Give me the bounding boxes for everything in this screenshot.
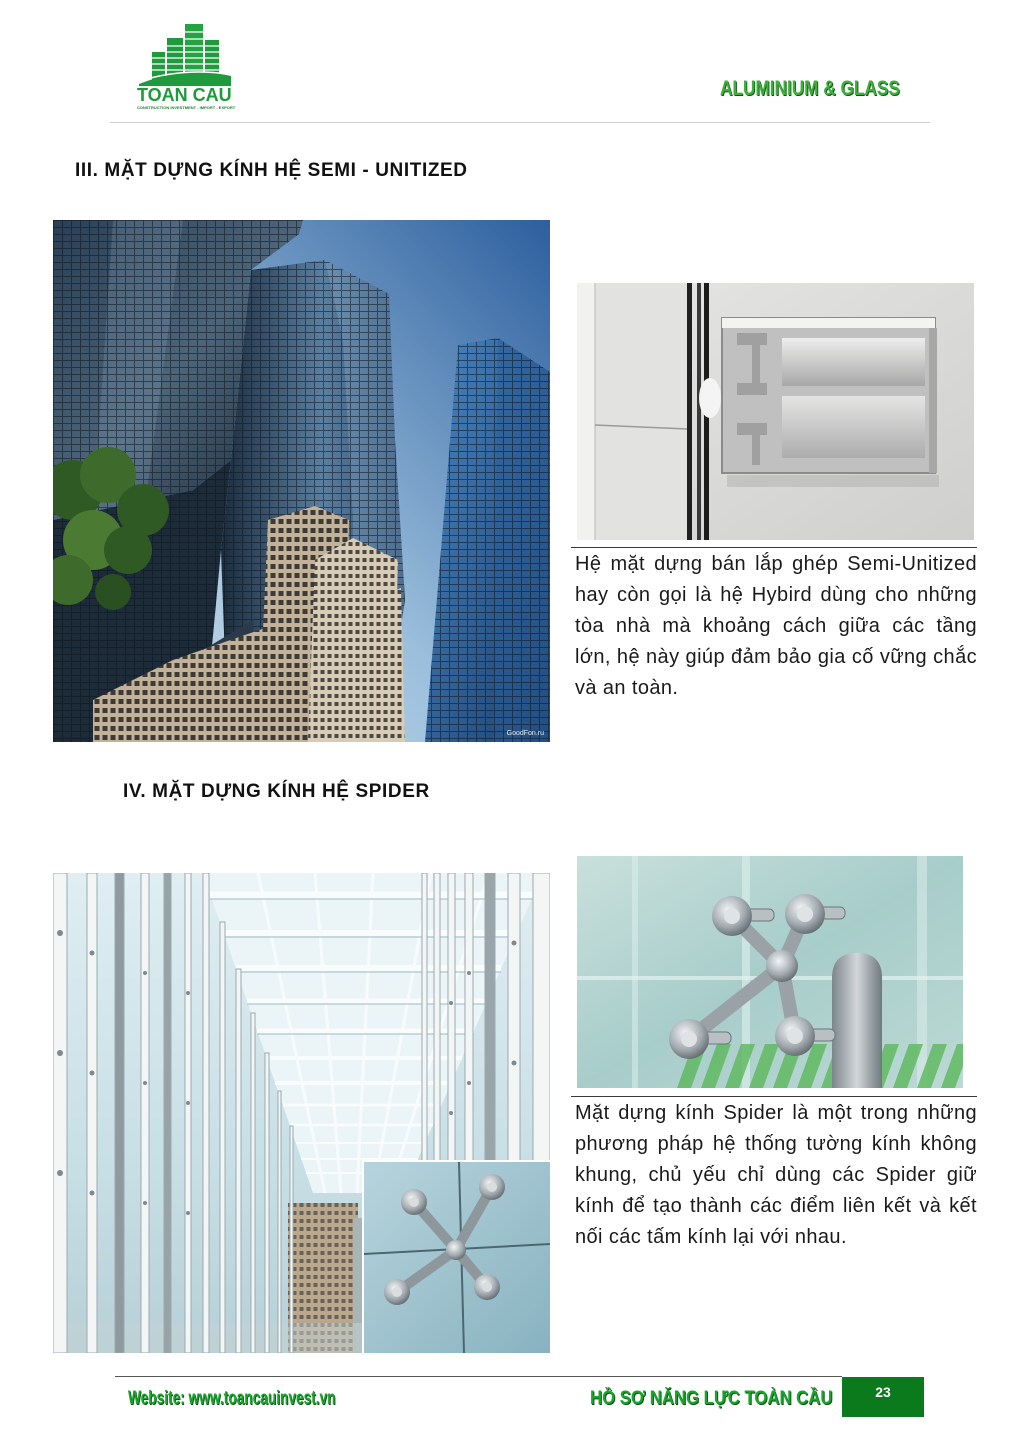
aluminium-profile-photo — [577, 283, 974, 540]
caption-divider-semi-unitized — [571, 547, 977, 548]
page-number-badge — [842, 1377, 924, 1417]
semi-unitized-description: Hệ mặt dựng bán lắp ghép Semi-Unitized hay còn gọi là hệ Hybird dùng cho những tòa nhà mà khoảng cách giữa các tầng lớn, hệ này giúp đảm bảo gia cố vững chắc và an toàn. — [575, 553, 977, 699]
skyscraper-photo — [53, 220, 550, 742]
logo-name: TOAN CAU — [137, 85, 232, 105]
cladding-panels — [577, 283, 688, 540]
spider-fitting-inset-photo — [362, 1160, 550, 1353]
footer-divider — [115, 1376, 842, 1377]
page-number: 23 — [875, 1384, 891, 1400]
spider-description: Mặt dựng kính Spider là một trong những phương pháp hệ thống tường kính không khung, chủ yếu chỉ dùng các Spider giữ kính để tạo thành các điểm liên kết và kết nối các tấm kính lại với nhau. — [575, 1102, 977, 1248]
footer-title: HỒ SƠ NĂNG LỰC TOÀN CẦU — [590, 1388, 833, 1409]
atrium-photo — [53, 873, 550, 1353]
company-logo — [135, 22, 235, 86]
photo-watermark: GoodFon.ru — [506, 730, 544, 737]
section-title-semi-unitized: III. MẶT DỰNG KÍNH HỆ SEMI - UNITIZED — [75, 160, 468, 181]
logo-subtitle: CONSTRUCTION INVESTMENT - IMPORT - EXPORT — [137, 105, 236, 110]
header-divider — [110, 122, 930, 123]
aluminium-profile — [722, 318, 939, 487]
glass-fin — [832, 953, 882, 1088]
caption-divider-spider — [571, 1096, 977, 1097]
logo-buildings-icon — [135, 22, 235, 86]
section-title-spider: IV. MẶT DỰNG KÍNH HỆ SPIDER — [123, 781, 430, 802]
spider-fitting-photo — [577, 856, 963, 1088]
footer-website-link[interactable]: Website: www.toancauinvest.vn — [128, 1388, 336, 1409]
header-tagline: ALUMINIUM & GLASS — [720, 77, 900, 100]
